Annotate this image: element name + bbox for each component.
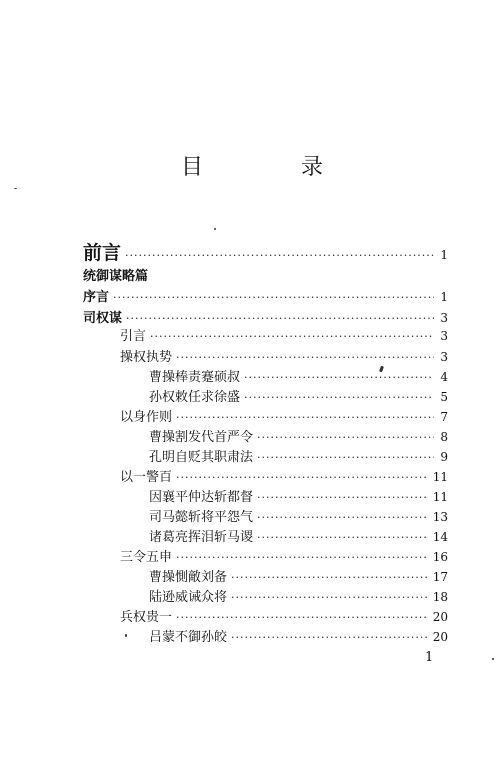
toc-entry (83, 286, 448, 305)
toc-entry-label: 序言 (83, 290, 110, 305)
scan-speck (492, 658, 494, 660)
leader-dots (231, 571, 429, 584)
toc-entry-page: 16 (432, 550, 448, 564)
toc-entry-page: 3 (440, 311, 448, 325)
toc-entry-page: 1 (440, 248, 448, 262)
toc-entry-preface (83, 238, 448, 265)
toc-entry (149, 626, 448, 645)
leader-dots (176, 471, 429, 484)
toc-entry (149, 566, 448, 585)
toc-entry-page: 3 (440, 329, 448, 343)
toc-entry-page: 11 (432, 490, 448, 504)
leader-dots (257, 431, 434, 444)
section-heading: 统御谋略篇 (83, 269, 149, 284)
toc-entry-label: 引言 (120, 329, 147, 344)
leader-dots (257, 451, 434, 464)
page-number: 1 (425, 650, 434, 665)
leader-dots (150, 330, 434, 343)
toc-entry-page: 20 (432, 610, 448, 624)
toc-title: 目 录 (180, 155, 361, 180)
toc-entry-label: 前言 (83, 242, 122, 264)
toc-entry-page: 7 (440, 410, 448, 424)
leader-dots (231, 591, 429, 604)
toc-entry (149, 386, 448, 405)
toc-entry-page: 5 (440, 390, 448, 404)
scan-speck (14, 188, 17, 189)
toc-entry-label: 以身作则 (120, 410, 173, 425)
toc-entry-page: 13 (432, 510, 448, 524)
toc-entry (120, 606, 448, 625)
leader-dots (176, 411, 434, 424)
toc-entry (120, 346, 448, 365)
toc-entry-label: 兵权贵一 (120, 610, 173, 625)
toc-entry (149, 586, 448, 605)
leader-dots (244, 391, 434, 404)
leader-dots (244, 371, 434, 384)
toc-entry-label: 司马懿斩将平怨气 (149, 510, 254, 525)
toc-entry-label: 曹操割发代首严令 (149, 430, 254, 445)
leader-dots (176, 551, 429, 564)
toc-entry-page: 4 (440, 370, 448, 384)
toc-entry-label: 曹操棒责蹇硕叔 (149, 370, 241, 385)
toc-entry-page: 20 (432, 630, 448, 644)
toc-entry-label: 诸葛亮挥泪斩马谡 (149, 530, 254, 545)
toc-entry (120, 325, 448, 344)
toc-entry-page: 14 (432, 530, 448, 544)
scan-speck (214, 228, 216, 230)
scan-speck (125, 634, 127, 637)
toc-entry (120, 546, 448, 565)
toc-entry-label: 司权谋 (83, 311, 123, 326)
toc-entry-label: 因襄平仲达斩都督 (149, 490, 254, 505)
toc-entry-page: 8 (440, 430, 448, 444)
leader-dots (257, 531, 429, 544)
toc-entry-label: 孙权敕任求徐盛 (149, 390, 241, 405)
toc-entry-page: 1 (440, 290, 448, 304)
leader-dots (231, 631, 429, 644)
toc-entry (83, 307, 448, 326)
toc-entry-page: 17 (432, 570, 448, 584)
toc-entry (149, 526, 448, 545)
toc-entry-page: 11 (432, 470, 448, 484)
toc-entry-label: 孔明自贬其职肃法 (149, 450, 254, 465)
leader-dots (126, 312, 434, 325)
toc-entry-label: 曹操惻敵刘备 (149, 570, 228, 585)
leader-dots (125, 249, 434, 262)
leader-dots (257, 491, 429, 504)
leader-dots (176, 611, 429, 624)
toc-entry (149, 426, 448, 445)
toc-entry (120, 406, 448, 425)
toc-entry-label: 操权执势 (120, 350, 173, 365)
toc-entry (149, 366, 448, 385)
leader-dots (257, 511, 429, 524)
toc-entry-label: 以一警百 (120, 470, 173, 485)
toc-entry (149, 486, 448, 505)
toc-entry (120, 466, 448, 485)
toc-entry (149, 446, 448, 465)
toc-entry-page: 3 (440, 350, 448, 364)
toc-entry-label: 陆逊威诫众将 (149, 590, 228, 605)
toc-entry-page: 9 (440, 450, 448, 464)
toc-entry (149, 506, 448, 525)
toc-entry-page: 18 (432, 590, 448, 604)
toc-entry-label: 三令五申 (120, 550, 173, 565)
leader-dots (113, 291, 434, 304)
toc-entry-label: 吕蒙不御孙皎 (149, 630, 228, 645)
leader-dots (176, 351, 434, 364)
